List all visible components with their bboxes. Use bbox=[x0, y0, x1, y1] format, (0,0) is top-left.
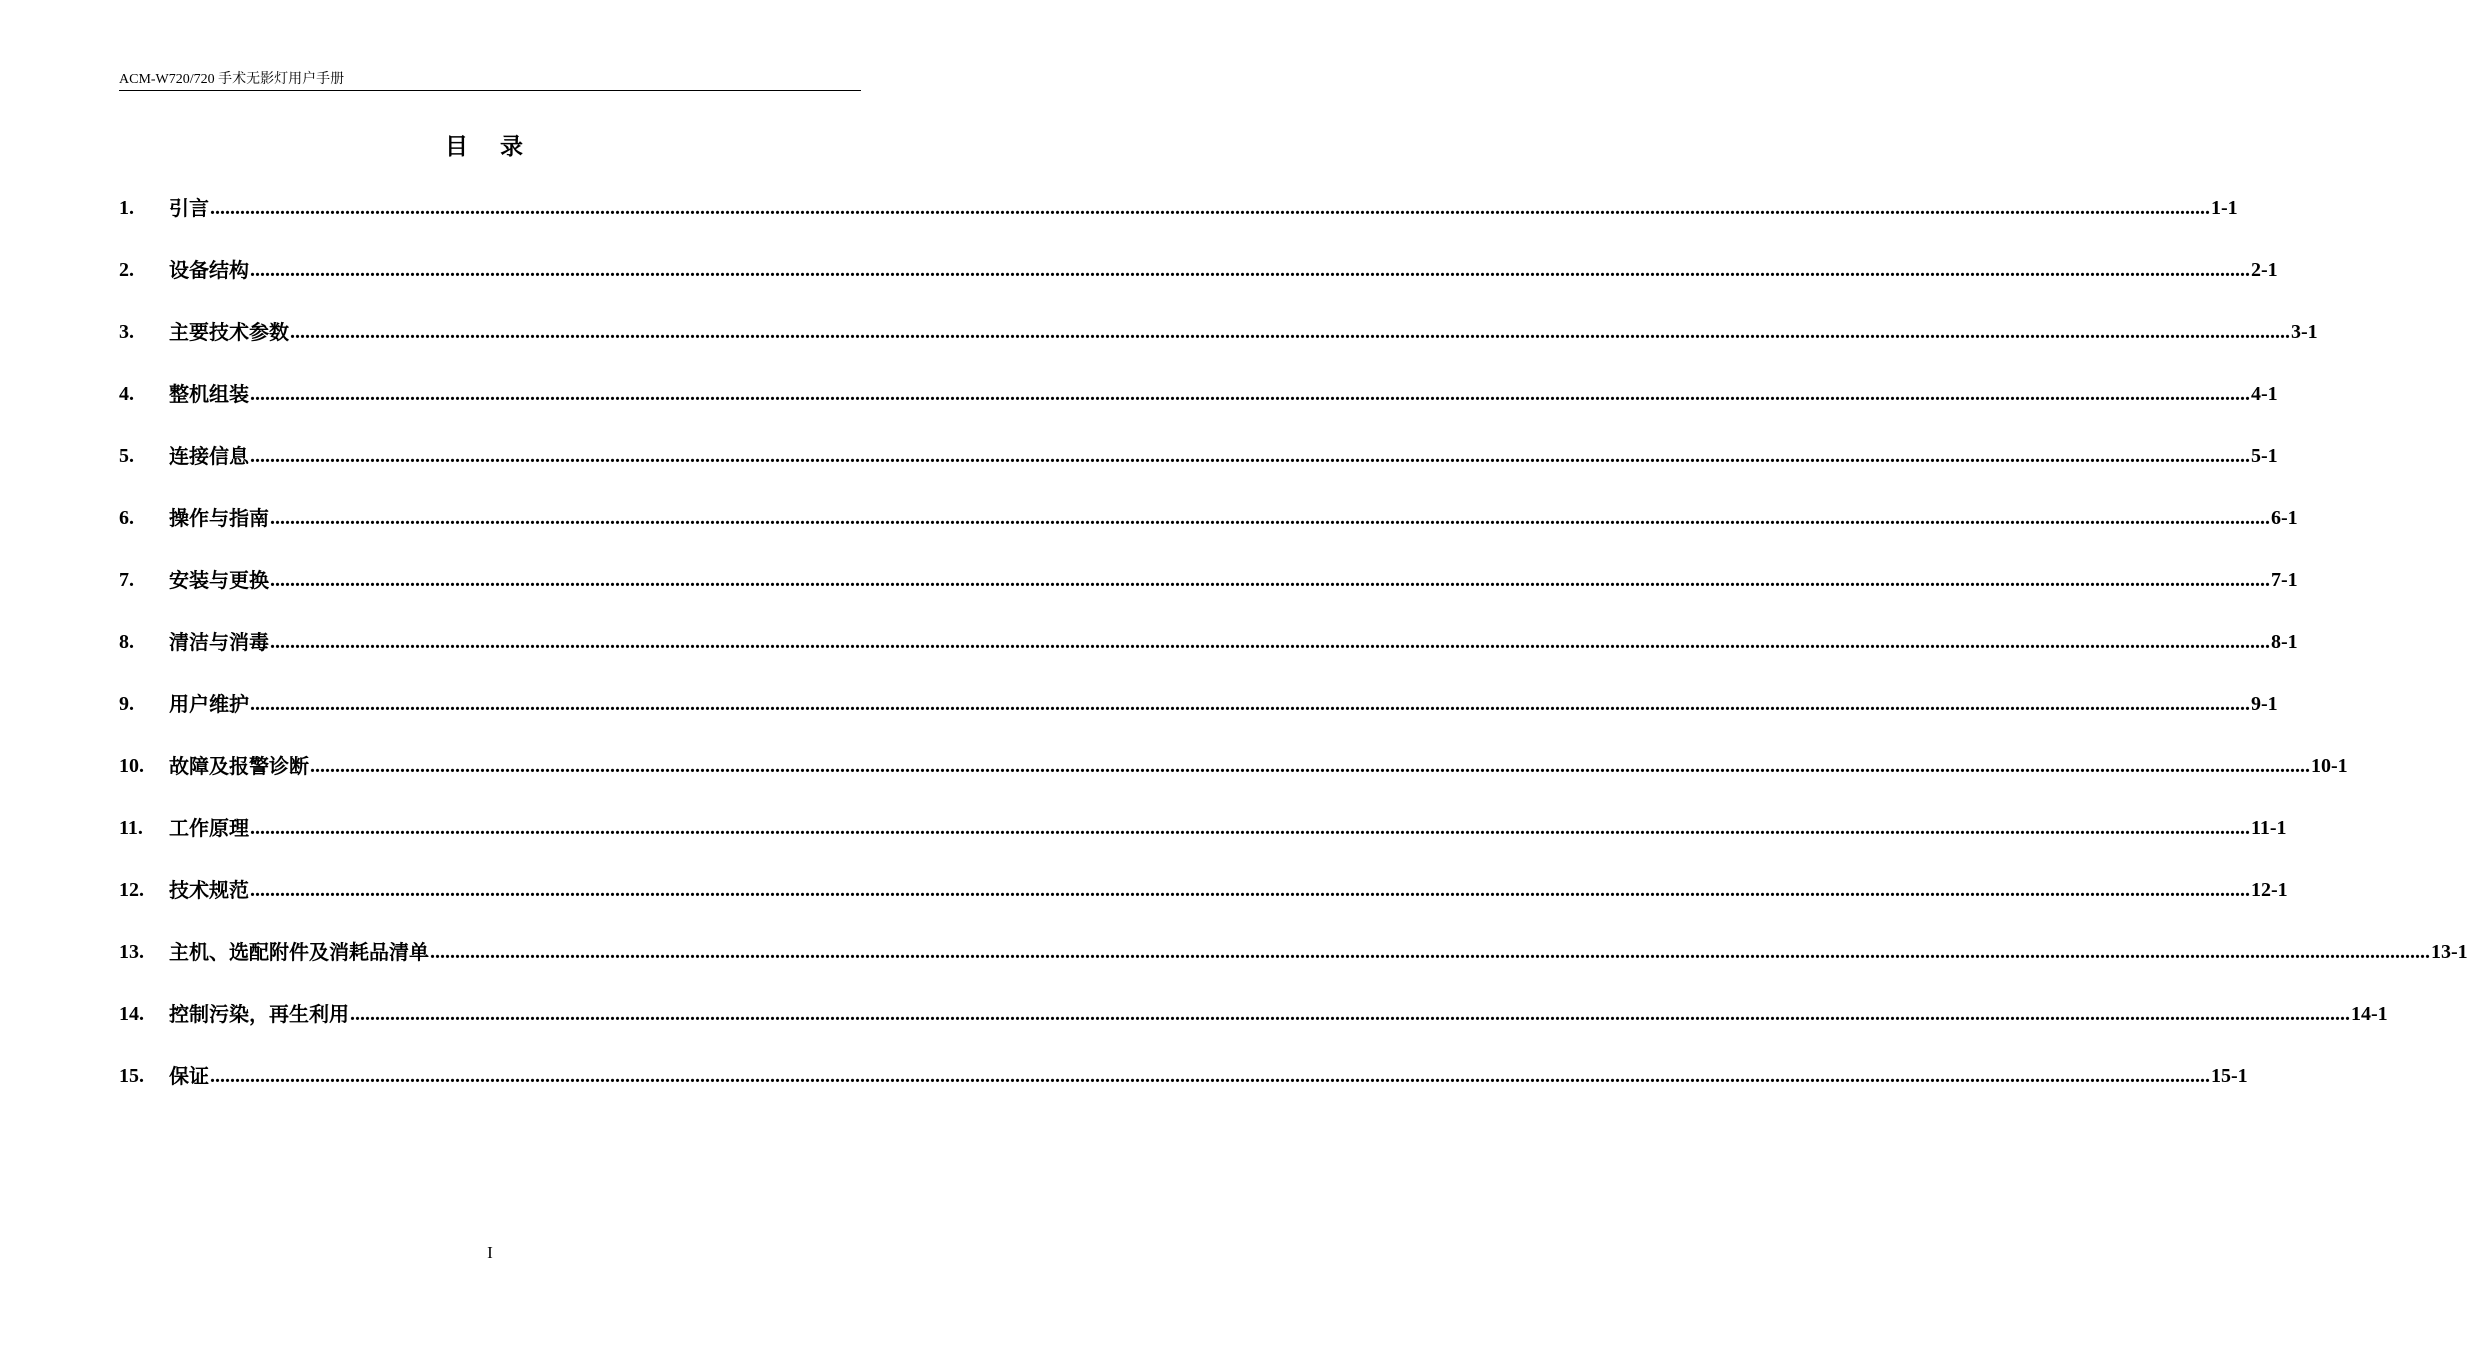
toc-entry-label: 连接信息 bbox=[169, 444, 249, 468]
toc-entry-page: 15-1 bbox=[2211, 1065, 2248, 1087]
toc-entry[interactable] bbox=[119, 314, 2318, 376]
toc-entry-label: 工作原理 bbox=[169, 816, 249, 840]
toc-entry-number: 2. bbox=[119, 259, 134, 281]
toc-entry-page: 8-1 bbox=[2271, 631, 2298, 653]
toc-entry-page: 5-1 bbox=[2251, 445, 2278, 467]
toc-entry-page: 14-1 bbox=[2351, 1003, 2388, 1025]
toc-dot-leader: ................................................................................................................................................................................................................................................................................................................................................................................................................ bbox=[250, 693, 2250, 715]
toc-entry[interactable] bbox=[119, 500, 2298, 562]
toc-entry-label: 操作与指南 bbox=[169, 506, 269, 530]
toc-entry-page: 4-1 bbox=[2251, 383, 2278, 405]
toc-dot-leader: ................................................................................................................................................................................................................................................................................................................................................................................................................ bbox=[250, 445, 2250, 467]
toc-entry-number: 13. bbox=[119, 941, 144, 963]
toc-entry-page: 6-1 bbox=[2271, 507, 2298, 529]
toc-entry-label: 技术规范 bbox=[169, 878, 249, 902]
toc-entry[interactable] bbox=[119, 562, 2298, 624]
toc-entry-number: 9. bbox=[119, 693, 134, 715]
toc-dot-leader: ................................................................................................................................................................................................................................................................................................................................................................................................................ bbox=[350, 1003, 2350, 1025]
toc-entry-page: 2-1 bbox=[2251, 259, 2278, 281]
toc-dot-leader: ................................................................................................................................................................................................................................................................................................................................................................................................................ bbox=[270, 569, 2270, 591]
toc-entry[interactable] bbox=[119, 252, 2278, 314]
toc-entry-number: 7. bbox=[119, 569, 134, 591]
toc-entry-label: 主要技术参数 bbox=[169, 320, 289, 344]
toc-entry-number: 1. bbox=[119, 197, 134, 219]
toc-entry-number: 8. bbox=[119, 631, 134, 653]
toc-dot-leader: ................................................................................................................................................................................................................................................................................................................................................................................................................ bbox=[250, 817, 2250, 839]
toc-entry-page: 7-1 bbox=[2271, 569, 2298, 591]
toc-entry-number: 10. bbox=[119, 755, 144, 777]
toc-entry-page: 13-1 bbox=[2431, 941, 2468, 963]
toc-dot-leader: ................................................................................................................................................................................................................................................................................................................................................................................................................ bbox=[250, 879, 2250, 901]
toc-entry[interactable] bbox=[119, 810, 2287, 872]
toc-entry-label: 控制污染，再生利用 bbox=[169, 1002, 349, 1026]
toc-entry-number: 5. bbox=[119, 445, 134, 467]
toc-entry-label: 清洁与消毒 bbox=[169, 630, 269, 654]
toc-entry[interactable] bbox=[119, 996, 2388, 1058]
toc-entry-label: 整机组装 bbox=[169, 382, 249, 406]
toc-entry[interactable] bbox=[119, 1058, 2248, 1120]
toc-dot-leader: ................................................................................................................................................................................................................................................................................................................................................................................................................ bbox=[290, 321, 2290, 343]
header-title: ACM-W720/720 手术无影灯用户手册 bbox=[119, 72, 345, 87]
toc-entry[interactable] bbox=[119, 934, 2468, 996]
toc-entry-number: 15. bbox=[119, 1065, 144, 1087]
toc-dot-leader: ................................................................................................................................................................................................................................................................................................................................................................................................................ bbox=[250, 383, 2250, 405]
toc-entry-label: 故障及报警诊断 bbox=[169, 754, 309, 778]
toc-entry[interactable] bbox=[119, 748, 2348, 810]
toc-entry-number: 12. bbox=[119, 879, 144, 901]
toc-entry[interactable] bbox=[119, 686, 2278, 748]
toc-entry-page: 3-1 bbox=[2291, 321, 2318, 343]
toc-entry[interactable] bbox=[119, 438, 2278, 500]
toc-entry-number: 4. bbox=[119, 383, 134, 405]
toc-entry-label: 安装与更换 bbox=[169, 568, 269, 592]
toc-dot-leader: ................................................................................................................................................................................................................................................................................................................................................................................................................ bbox=[270, 631, 2270, 653]
toc-entry-number: 14. bbox=[119, 1003, 144, 1025]
toc-entry-number: 3. bbox=[119, 321, 134, 343]
toc-entry[interactable] bbox=[119, 376, 2278, 438]
toc-entry-label: 用户维护 bbox=[169, 692, 249, 716]
toc-entry-page: 11-1 bbox=[2251, 817, 2287, 839]
table-of-contents bbox=[119, 190, 2468, 1120]
toc-entry[interactable] bbox=[119, 872, 2288, 934]
toc-dot-leader: ................................................................................................................................................................................................................................................................................................................................................................................................................ bbox=[430, 941, 2430, 963]
toc-entry[interactable] bbox=[119, 190, 2238, 252]
page-number: I bbox=[487, 1243, 493, 1262]
toc-entry-label: 引言 bbox=[169, 196, 209, 220]
page-header bbox=[119, 66, 861, 91]
toc-dot-leader: ................................................................................................................................................................................................................................................................................................................................................................................................................ bbox=[310, 755, 2310, 777]
toc-dot-leader: ................................................................................................................................................................................................................................................................................................................................................................................................................ bbox=[250, 259, 2250, 281]
toc-entry-number: 6. bbox=[119, 507, 134, 529]
toc-entry[interactable] bbox=[119, 624, 2298, 686]
toc-entry-label: 设备结构 bbox=[169, 258, 249, 282]
toc-title: 目 录 bbox=[444, 134, 535, 160]
toc-entry-label: 主机、选配附件及消耗品清单 bbox=[169, 940, 429, 964]
toc-entry-label: 保证 bbox=[169, 1064, 209, 1088]
toc-dot-leader: ................................................................................................................................................................................................................................................................................................................................................................................................................ bbox=[210, 197, 2210, 219]
toc-entry-page: 1-1 bbox=[2211, 197, 2238, 219]
toc-dot-leader: ................................................................................................................................................................................................................................................................................................................................................................................................................ bbox=[270, 507, 2270, 529]
toc-entry-page: 12-1 bbox=[2251, 879, 2288, 901]
toc-dot-leader: ................................................................................................................................................................................................................................................................................................................................................................................................................ bbox=[210, 1065, 2210, 1087]
toc-entry-number: 11. bbox=[119, 817, 143, 839]
toc-entry-page: 10-1 bbox=[2311, 755, 2348, 777]
toc-entry-page: 9-1 bbox=[2251, 693, 2278, 715]
